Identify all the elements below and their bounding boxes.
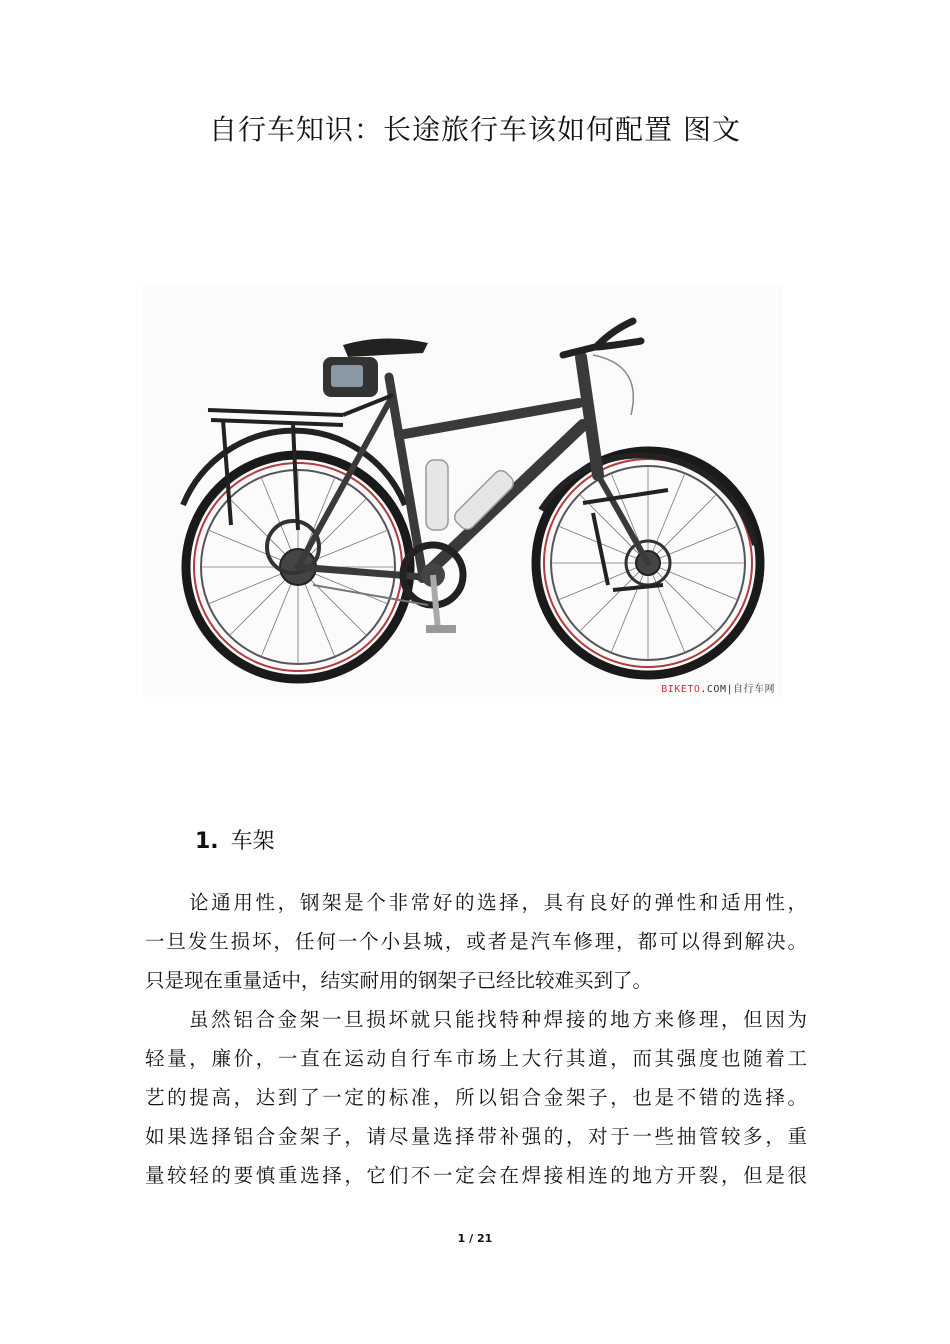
section-title: 车架	[230, 829, 275, 854]
text-line: 如果选择铝合金架子，请尽量选择带补强的，对于一些抽管较多，重	[145, 1125, 807, 1148]
section-number: 1.	[195, 829, 219, 854]
text-line: 一旦发生损坏，任何一个小县城，或者是汽车修理，都可以得到解决。	[145, 930, 807, 953]
text-line: 艺的提高，达到了一定的标准，所以铝合金架子，也是不错的选择。	[145, 1086, 807, 1109]
text-line: 论通用性，钢架是个非常好的选择，具有良好的弹性和适用性，	[189, 891, 807, 914]
text-line: 轻量，廉价，一直在运动自行车市场上大行其道，而其强度也随着工	[145, 1047, 807, 1070]
paragraph	[145, 1000, 807, 1195]
bicycle-figure	[143, 285, 783, 697]
page-title: 自行车知识：长途旅行车该如何配置 图文	[209, 113, 741, 146]
body-text	[145, 883, 807, 1195]
text-line: 量较轻的要慎重选择，它们不一定会在焊接相连的地方开裂，但是很	[145, 1164, 807, 1187]
paragraph	[145, 883, 807, 1000]
text-line: 虽然铝合金架一旦损坏就只能找特种焊接的地方来修理，但因为	[189, 1008, 807, 1031]
section-heading	[195, 824, 275, 855]
image-watermark: BIKETO.COM|自行车网	[661, 684, 775, 695]
text-line: 只是现在重量适中，结实耐用的钢架子已经比较难买到了。	[145, 969, 653, 992]
page-number: 1 / 21	[457, 1232, 493, 1245]
touring-bicycle-illustration	[143, 285, 783, 697]
